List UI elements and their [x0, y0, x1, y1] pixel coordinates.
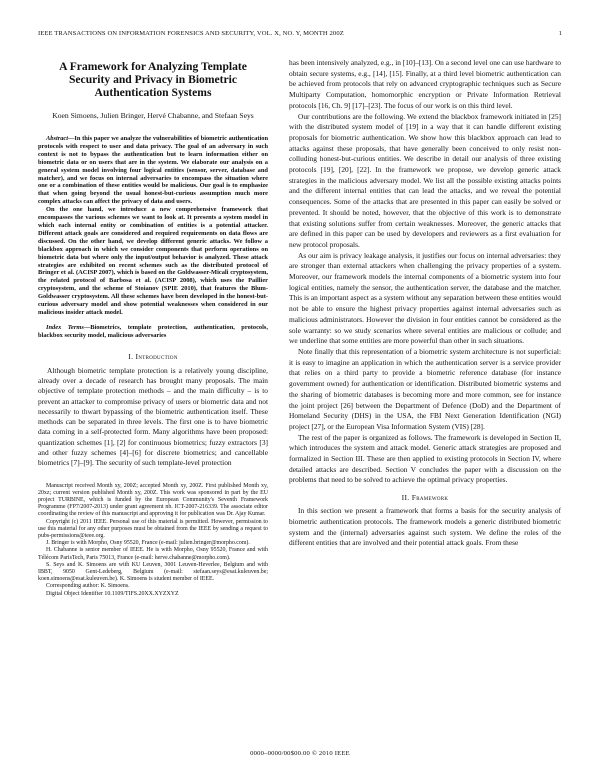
- running-header: [38, 30, 562, 42]
- section-heading-framework: II. Framework: [401, 493, 449, 503]
- abstract-lead: Abstract: [46, 135, 69, 142]
- introduction-paragraph-1: Although biometric template protection is a relatively young discipline, already over a decade of research has brought many proposals. The main objective of template protection methods – and the main difficulty – is to prevent an attacker to compromise privacy of users or biometric data and not necessarily to thwart bypassing of the biometric authentication itself. These methods can be separated in three levels. The first one is to have biometric data coming in a self-protected form. Many algorithms have been proposed: quantization schemes [1], [2] for continuous biometrics; fuzzy extractors [3] and other fuzzy schemes [4]–[6] for discrete biometrics; and cancellable biometrics [7]–[9]. The security of such template-level protection: [38, 365, 268, 468]
- copyright-footer: 0000–0000/00$00.00 © 2010 IEEE: [250, 750, 350, 757]
- abstract-text-1: —In this paper we analyze the vulnerabilities of biometric authentication protocols with respect to user and data privacy. The goal of an adversary in such context is not to bypass the authentication but to learn information either on biometric data or on users that are in the system. We elaborate our analysis on a general system model involving four logical entities (sensor, server, database and matcher), and we focus on internal adversaries to encompass the situation where one or a combination of these entities would be malicious. Our goal is to emphasize that when going beyond the usual honest-but-curious assumption much more complex attacks can affect the privacy of data and users.: [38, 135, 268, 206]
- footnote-bringer: J. Bringer is with Morpho, Osny 95520, France (e-mail: julien.bringer@morpho.com).: [46, 540, 250, 547]
- index-terms-text: —Biometrics, template protection, authentication, protocols, blackbox security model, malicious adversaries: [38, 323, 268, 339]
- framework-body: [289, 506, 561, 549]
- abstract: [38, 135, 268, 317]
- footnote-manuscript: Manuscript received Month xy, 200Z; accepted Month xy, 200Z. First published Month xy, 20xz; current version published Month xy, 200Z. This work was sponsored in part by the EU project TURBINE, which is funded by the European Community's Seventh Framework Programme (FP7/2007-2013) under grant agreement nb. ICT-2007-216339. The associate editor coordinating the review of this manuscript and approving it for publication was Dr. Ajay Kumar.: [38, 482, 268, 518]
- footnote-seys-simoens: S. Seys and K. Simoens are with KU Leuven, 3001 Leuven-Heverlee, Belgium and with IBBT, 9050 Gent-Ledeberg, Belgium (e-mail: stefaan.seys@esat.kuleuven.be; koen.simoens@esat.kuleuven.be). K. Simoens is student member of IEEE.: [38, 561, 268, 583]
- paper-authors: Koen Simoens, Julien Bringer, Hervé Chabanne, and Stefaan Seys: [52, 111, 254, 120]
- journal-header: IEEE TRANSACTIONS ON INFORMATION FORENSICS AND SECURITY, VOL. X, NO. Y, MONTH 200Z: [38, 30, 344, 37]
- framework-paragraph-1: In this section we present a framework that forms a basis for the security analysis of biometric authentication protocols. The framework models a generic distributed biometric system and the (internal) adversaries against such system. We define the roles of the different entities that are involved and their potential attack goals. From these: [289, 506, 561, 548]
- abstract-paragraph-2: On the one hand, we introduce a new comprehensive framework that encompasses the various schemes we want to look at. It presents a system model in which each internal entity or combination of entities is a potential attacker. Different attack goals are considered and required requirements on data flows are discussed. On the other hand, we develop different generic attacks. We follow a blackbox approach in which we consider components that perform operations on biometric data but where only the input/output behavior is analyzed. These attack strategies are exhibited on recent schemes such as the distributed protocol of Bringer et al. (ACISP 2007), which is based on the Goldwasser-Micali cryptosystem, the related protocol of Barbosa et al. (ACISP 2008), which uses the Paillier cryptosystem, and the scheme of Stoianov (SPIE 2010), that features the Blum-Goldwasser cryptosystem. All these schemes have been developed in the honest-but-curious adversary model and show potential weaknesses when considered in our malicious insider attack model.: [38, 206, 268, 316]
- index-terms: [38, 324, 268, 340]
- abstract-paragraph-1: [38, 135, 268, 206]
- footnote-copyright: Copyright (c) 2011 IEEE. Personal use of this material is permitted. However, permission to use this material for any other purposes must be obtained from the IEEE by sending a request to pubs-permissions@ieee.org.: [38, 518, 268, 540]
- paragraph-contributions: Our contributions are the following. We extend the blackbox framework initiated in [25] with the distributed system model of [19] in a way that it can handle different existing proposals for biometric authentication. We show how this blackbox approach can lead to attacks against these proposals, that have generally been conceived to only resist non-colluding honest-but-curious entities. We describe in detail our analysis of three existing protocols [19], [20], [22]. In the framework we propose, we develop generic attack strategies in the malicious adversary model. We list all the possible existing attacks points and the different internal entities that can lead the attacks, and we reveal the potential consequences. Some of the attacks that are presented in this paper can easily be solved or prevented. It should be noted, however, that the objective of this work is to demonstrate that existing solutions suffer from certain weaknesses. Moreover, the generic attacks that are defined in this paper can be used by developers and reviewers as a first evaluation for new protocol proposals.: [289, 111, 561, 249]
- paper-title: A Framework for Analyzing Template Security and Privacy in Biometric Authentication Systems: [59, 60, 247, 99]
- section-heading-introduction: I. Introduction: [128, 351, 178, 361]
- paragraph-aim: As our aim is privacy leakage analysis, it justifies our focus on internal adversaries: they are stronger than external attackers when challenging the privacy properties of a system. Moreover, our framework models the internal components of a biometric system into four logical entities, namely the sensor, the authentication server, the database and the matcher. This is an important aspect as a system without any separation between these entities would not be able to ensure the highest privacy properties against internal adversaries such as malicious administrators. However the division in four entities cannot be considered as the sole warranty: so we study scenarios where several entities are malicious or collude; and we underline that some entities are more powerful than other in such situations.: [289, 250, 561, 346]
- right-column: [289, 58, 561, 549]
- footnote-doi: Digital Object Identifier 10.1109/TIFS.20XX.XYZXYZ: [46, 590, 179, 597]
- introduction-body: [38, 366, 268, 469]
- footnotes: [38, 483, 268, 598]
- footnote-corresponding: Corresponding author: K. Simoens.: [46, 583, 130, 590]
- paragraph-note: Note finally that this representation of a biometric system architecture is not superficial: it is easy to imagine an application in which the authentication server is a service provider that relies on a third party to provide a biometric reference database (for instance government owned) for authentication or identification. Distributed biometric systems and the sharing of biometric databases is becoming more and more common, see for instance the joint project [26] between the Department of Defence (DoD) and the Department of Homeland Security (DHS) in the USA, the FBI Next Generation Identification (NGI) project [27], or the European Visa Information System (VIS) [28].: [289, 346, 561, 431]
- paragraph-organization: The rest of the paper is organized as follows. The framework is developed in Section II, which introduces the system and attack model. Generic attack strategies are proposed and formalized in Section III. These are then applied to existing protocols in Section IV, where detailed attacks are described. Section V concludes the paper with a discussion on the problems that need to be solved to achieve the optimal privacy properties.: [289, 432, 561, 485]
- footnote-chabanne: H. Chabanne is senior member of IEEE. He is with Morpho, Osny 95520, France and with Télécom ParisTech, Paris 75013, France (e-mail: herve.chabanne@morpho.com).: [38, 547, 268, 561]
- right-body: [289, 58, 561, 486]
- paragraph-continuation: has been intensively analyzed, e.g., in [10]–[13]. On a second level one can use hardware to obtain secure systems, e.g., [14], [15]. Finally, at a third level biometric authentication can be achieved from protocols that rely on advanced cryptographic techniques such as Secure Multiparty Computation, homomorphic encryption or Private Information Retrieval protocols [16, Ch. 9] [17]–[23]. The focus of our work is on this third level.: [289, 58, 561, 110]
- page-number: 1: [558, 30, 562, 37]
- left-column: [38, 58, 268, 598]
- index-terms-lead: Index Terms: [46, 323, 84, 331]
